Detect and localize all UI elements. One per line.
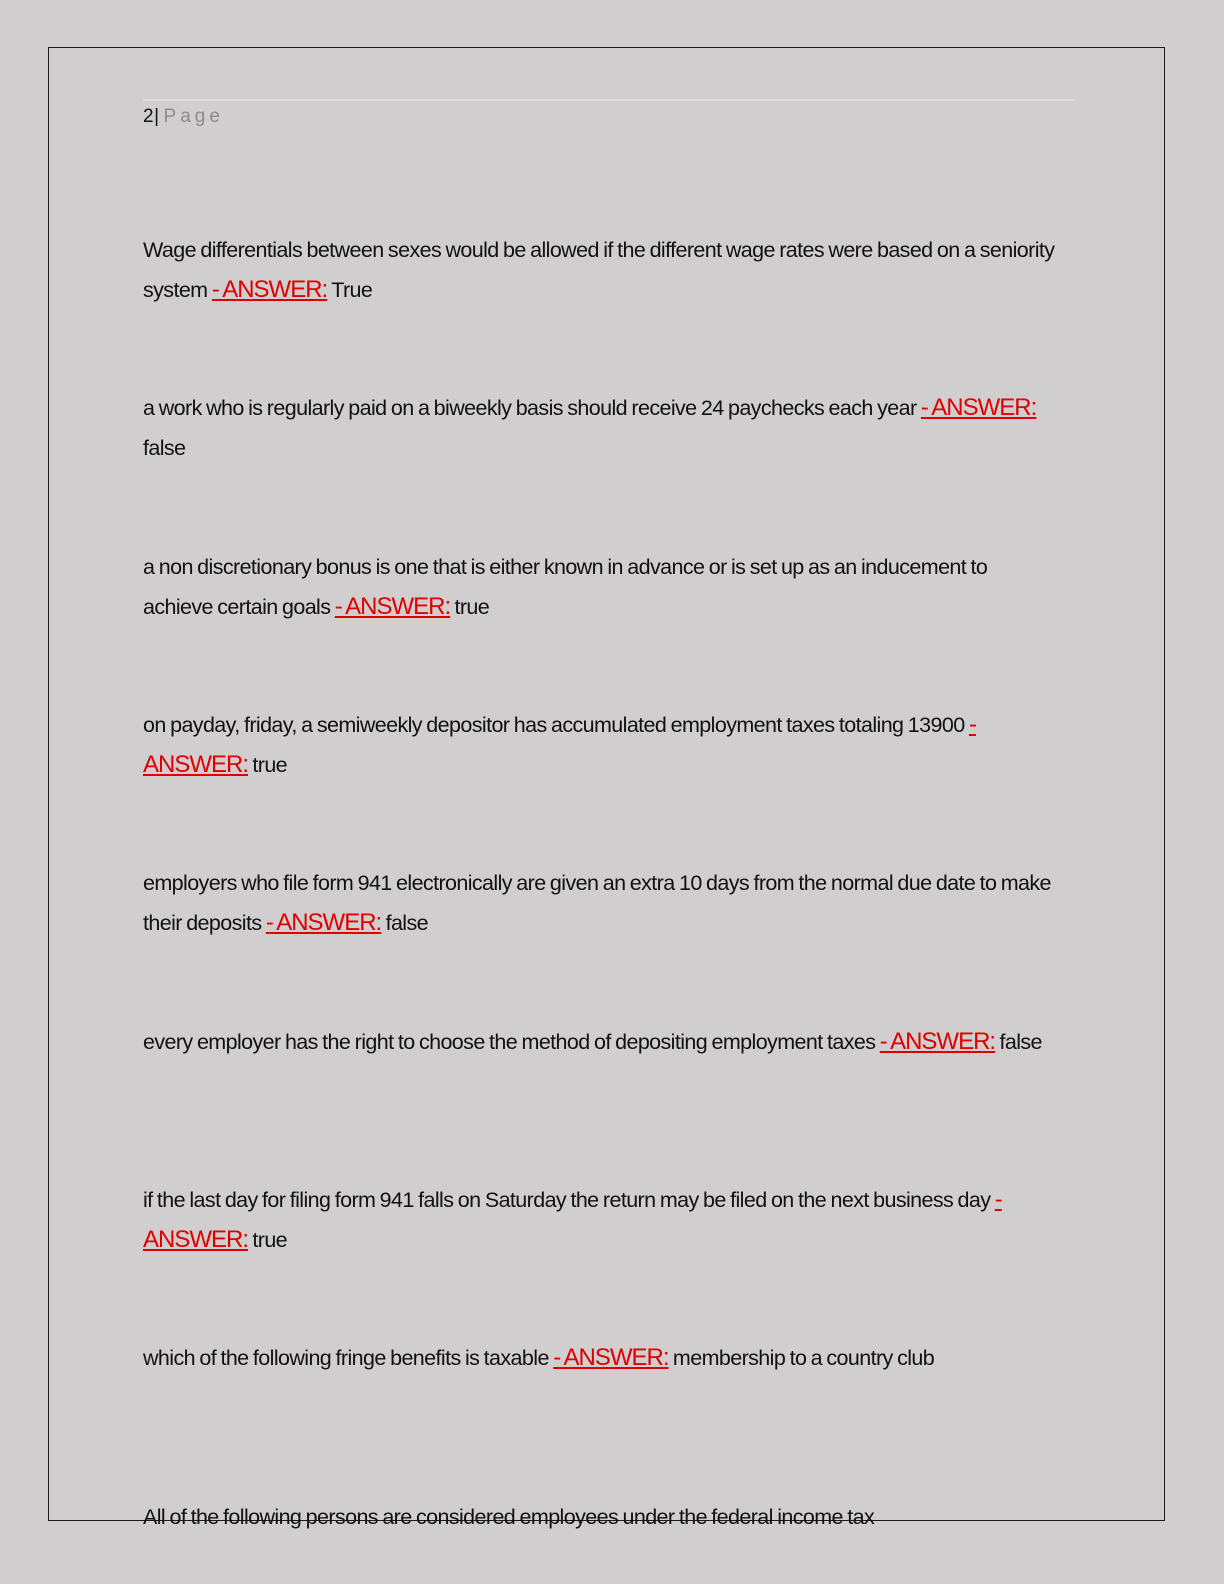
question-text: All of the following persons are considered employees under the federal income tax	[143, 1505, 875, 1529]
answer-text: True	[331, 278, 373, 302]
page-header	[143, 106, 224, 128]
answer-text: true	[252, 1228, 288, 1252]
qa-item-1	[143, 230, 1055, 310]
page-label: Page	[163, 106, 224, 127]
answer-text: true	[252, 753, 288, 777]
answer-marker: - ANSWER:	[143, 1186, 1002, 1253]
qa-item-6	[143, 1022, 1055, 1062]
answer-marker: - ANSWER:	[265, 909, 382, 936]
answer-text: membership to a country club	[672, 1346, 935, 1370]
qa-item-2	[143, 388, 1055, 468]
answer-marker: - ANSWER:	[879, 1028, 996, 1055]
answer-marker: - ANSWER:	[553, 1344, 669, 1371]
header-rule	[143, 99, 1074, 101]
answer-marker: - ANSWER:	[143, 711, 976, 778]
answer-text: false	[999, 1030, 1042, 1054]
qa-item-8	[143, 1338, 1055, 1378]
question-text: which of the following fringe benefits is taxable	[143, 1346, 549, 1370]
answer-marker: - ANSWER:	[211, 276, 328, 303]
answer-marker: - ANSWER:	[920, 394, 1037, 421]
answer-text: false	[143, 436, 186, 460]
question-text: if the last day for filing form 941 falls on Saturday the return may be filed on the next business day	[143, 1188, 991, 1212]
page-number: 2	[143, 106, 155, 127]
qa-item-5	[143, 863, 1055, 943]
qa-item-7	[143, 1180, 1055, 1260]
qa-item-3	[143, 547, 1055, 627]
question-text: Wage differentials between sexes would be allowed if the different wage rates were based on a seniority system	[143, 238, 1055, 302]
answer-marker: - ANSWER:	[334, 593, 451, 620]
page-separator: |	[154, 106, 160, 127]
question-text: every employer has the right to choose the method of depositing employment taxes	[143, 1030, 876, 1054]
question-text: on payday, friday, a semiweekly depositor has accumulated employment taxes totaling 13900	[143, 713, 965, 737]
answer-text: true	[454, 595, 490, 619]
question-text: employers who file form 941 electronically are given an extra 10 days from the normal due date to make their deposits	[143, 871, 1051, 935]
qa-item-9	[143, 1497, 1055, 1537]
qa-item-4	[143, 705, 1055, 785]
question-text: a non discretionary bonus is one that is either known in advance or is set up as an inducement to achieve certain goals	[143, 555, 988, 619]
answer-text: false	[385, 911, 428, 935]
question-text: a work who is regularly paid on a biweekly basis should receive 24 paychecks each year	[143, 396, 917, 420]
